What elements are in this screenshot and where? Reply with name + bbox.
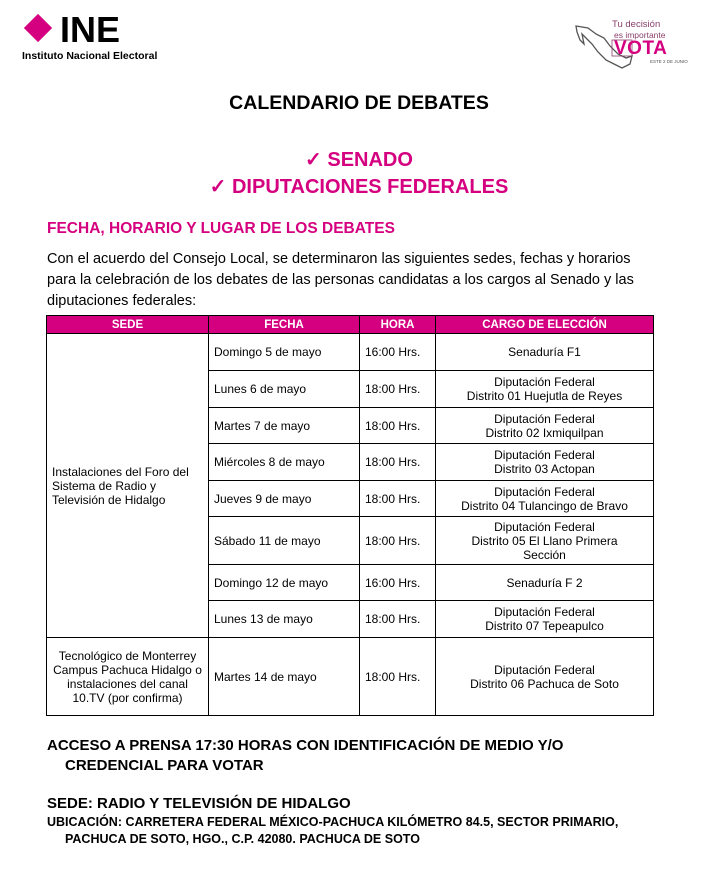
cargo-line: Distrito 01 Huejutla de Reyes [466,389,623,403]
fecha-cell: Lunes 13 de mayo [209,601,360,638]
hora-cell: 16:00 Hrs. [360,565,436,601]
hora-cell: 18:00 Hrs. [360,517,436,565]
cargo-line: Diputación Federal [494,662,595,677]
fecha-cell: Jueves 9 de mayo [209,481,360,517]
intro-paragraph: Con el acuerdo del Consejo Local, se determinaron las siguientes sedes, fechas y horarios para la celebración de los debates de las personas candidatas a los cargos al Senado y las diputaciones federales: [47,251,634,309]
fecha-cell: Domingo 5 de mayo [209,334,360,371]
cargo-line: Distrito 02 Ixmiquilpan [485,425,604,440]
ine-logo [22,9,172,64]
cargo-line: Diputación Federal [494,448,595,462]
hora-cell: 18:00 Hrs. [360,481,436,517]
cargo-cell [436,638,654,716]
cargo-line: Diputación Federal [494,605,595,619]
cargo-line: Distrito 03 Actopan [494,462,595,476]
vota-word: VOTA [614,38,668,59]
page-title: CALENDARIO DE DEBATES [229,92,489,114]
table-row [47,334,654,371]
fecha-cell: Martes 14 de mayo [209,638,360,716]
cargo-line: Distrito 04 Tulancingo de Bravo [461,498,628,513]
vota-line-2: es importante [614,30,666,40]
press-access-line-1: ACCESO A PRENSA 17:30 HORAS CON IDENTIFICACIÓN DE MEDIO Y/O [47,737,564,754]
cargo-cell [436,371,654,408]
cargo-line: Diputación Federal [494,375,595,389]
cargo-line: Diputación Federal [494,411,595,426]
cargo-cell [436,444,654,481]
cargo-line: Diputación Federal [494,519,595,534]
cargo-line: Distrito 07 Tepeapulco [485,619,604,633]
sede-footer: SEDE: RADIO Y TELEVISIÓN DE HIDALGO [47,795,351,812]
subtitle-senado: ✓ SENADO [305,149,413,171]
fecha-cell: Lunes 6 de mayo [209,371,360,408]
cargo-line: Sección [523,547,566,562]
fecha-cell: Miércoles 8 de mayo [209,444,360,481]
cargo-line: Senaduría F 2 [506,575,583,590]
hora-cell: 18:00 Hrs. [360,638,436,716]
cargo-cell [436,334,654,371]
sede-cell: Tecnológico de Monterrey Campus Pachuca Hidalgo o instalaciones del canal 10.TV (por confirma) [47,638,209,716]
section-heading: FECHA, HORARIO Y LUGAR DE LOS DEBATES [47,220,395,237]
hora-cell: 18:00 Hrs. [360,371,436,408]
cargo-line: Distrito 05 El Llano Primera [471,533,618,548]
fecha-cell: Martes 7 de mayo [209,408,360,444]
hora-cell: 18:00 Hrs. [360,601,436,638]
cargo-cell [436,517,654,565]
cargo-line: Senaduría F1 [508,345,581,359]
hora-cell: 18:00 Hrs. [360,444,436,481]
press-access-line-2: CREDENCIAL PARA VOTAR [65,757,264,774]
vota-date: ESTE 2 DE JUNIO [650,59,688,64]
vota-logo [574,16,694,74]
header-hora: HORA [360,316,436,334]
vota-line-1: Tu decisión [612,19,661,30]
cargo-line: Distrito 06 Pachuca de Soto [470,676,619,691]
fecha-cell: Domingo 12 de mayo [209,565,360,601]
debates-table [46,315,654,716]
subtitle-diputaciones: ✓ DIPUTACIONES FEDERALES [209,176,509,198]
hora-cell: 16:00 Hrs. [360,334,436,371]
cargo-cell [436,481,654,517]
cargo-cell [436,601,654,638]
table-row [47,638,654,716]
sede-cell: Instalaciones del Foro del Sistema de Radio y Televisión de Hidalgo [47,334,209,638]
fecha-cell: Sábado 11 de mayo [209,517,360,565]
ubicacion-line-2: PACHUCA DE SOTO, HGO., C.P. 42080. PACHUCA DE SOTO [65,832,420,846]
ine-logo-text: INE [60,9,121,50]
ubicacion [47,814,707,848]
cargo-cell [436,565,654,601]
hora-cell: 18:00 Hrs. [360,408,436,444]
header-fecha: FECHA [209,316,360,334]
ine-subtitle: Instituto Nacional Electoral [22,50,158,62]
header-cargo: CARGO DE ELECCIÓN [436,316,654,334]
ine-diamond-icon [24,14,52,42]
cargo-line: Diputación Federal [494,484,595,499]
table-header-row [47,316,654,334]
cargo-cell [436,408,654,444]
header-sede: SEDE [47,316,209,334]
ubicacion-line-1: UBICACIÓN: CARRETERA FEDERAL MÉXICO-PACHUCA KILÓMETRO 84.5, SECTOR PRIMARIO, [47,815,619,829]
press-access-notice [47,736,687,776]
